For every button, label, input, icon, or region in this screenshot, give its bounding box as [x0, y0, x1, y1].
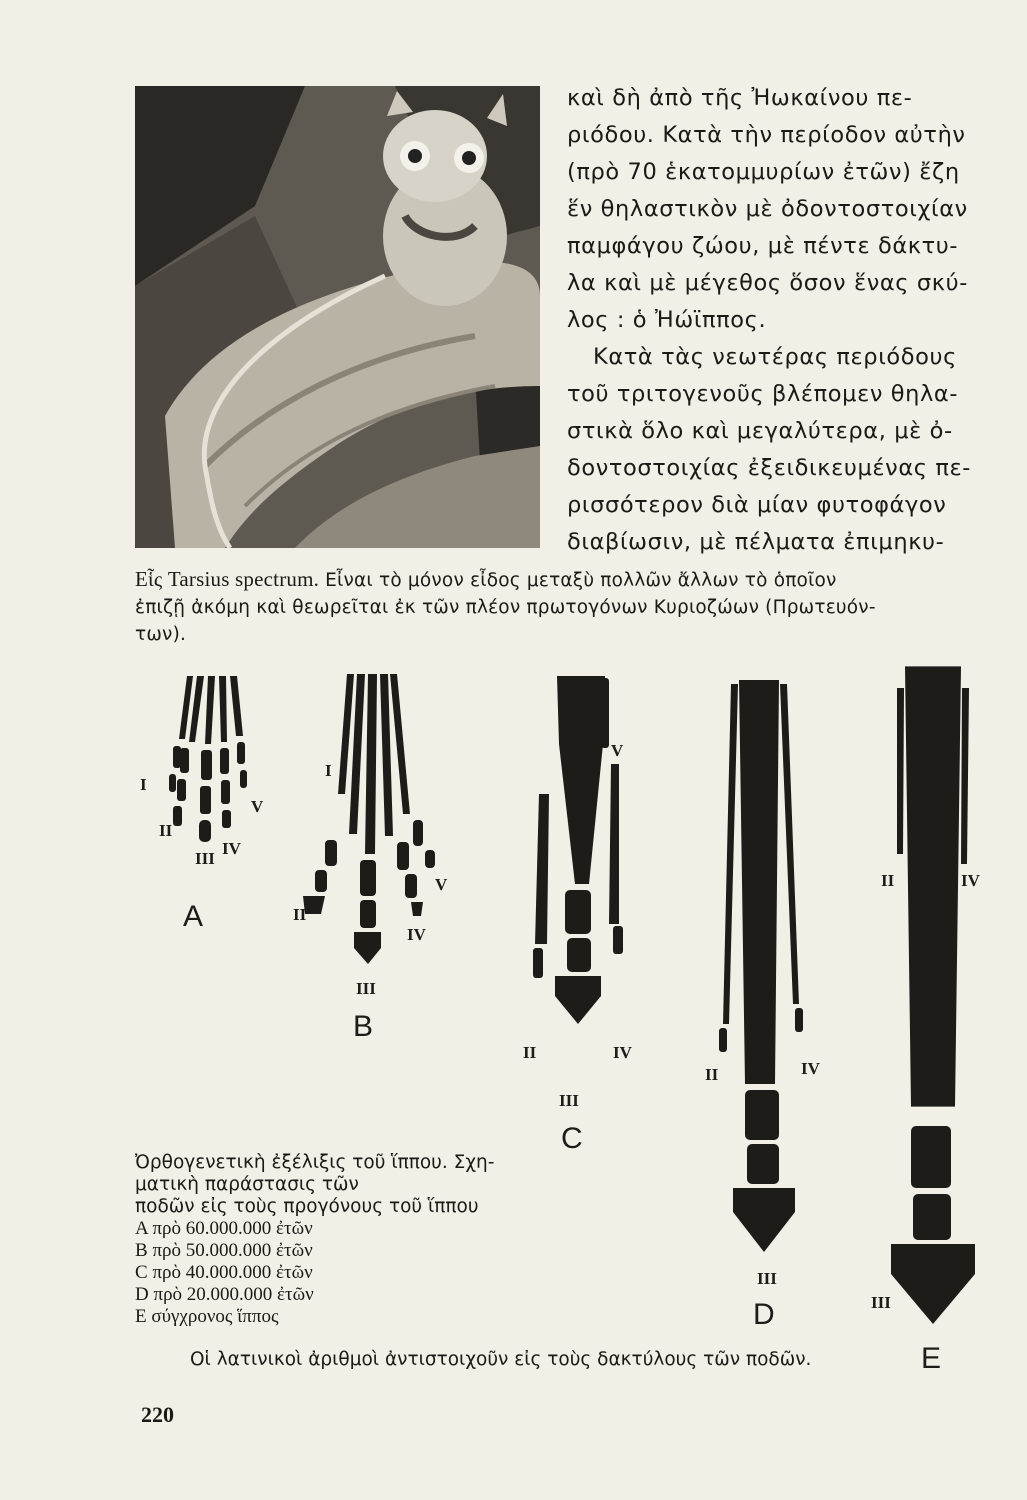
body-line: λος : ὁ Ἠώϊππος.: [567, 307, 767, 333]
digit-label: IV: [407, 925, 426, 944]
caption-line-rest: Εἶναι τὸ μόνον εἶδος μεταξὺ πολλῶν ἄλλων τὸ ὁποῖον: [319, 570, 837, 591]
figure-caption-entry: [135, 1284, 605, 1306]
entry-text: πρὸ 40.000.000 ἐτῶν: [152, 1262, 313, 1283]
entry-letter: E: [135, 1306, 147, 1327]
foot-panel-a: [140, 676, 264, 933]
body-line: (πρὸ 70 ἑκατομμυρίων ἐτῶν) ἔζη: [567, 159, 960, 185]
digit-label: I: [325, 761, 332, 780]
digit-label: III: [559, 1091, 579, 1110]
tarsier-photo: [135, 86, 540, 548]
panel-label-c: C: [561, 1122, 583, 1155]
foot-panel-d: [705, 680, 821, 1331]
body-line: διαβίωσιν, μὲ πέλματα ἐπιμηκυ-: [567, 529, 945, 555]
body-line: στικὰ ὅλο καὶ μεγαλύτερα, μὲ ὀ-: [567, 418, 953, 444]
body-line: δοντοστοιχίας ἐξειδικευμένας πε-: [567, 455, 971, 481]
body-line: παμφάγου ζώου, μὲ πέντε δάκτυ-: [567, 233, 959, 259]
digit-label: III: [195, 849, 215, 868]
body-line: λα καὶ μὲ μέγεθος ὅσον ἕνας σκύ-: [567, 270, 968, 296]
digit-label: IV: [222, 839, 241, 858]
entry-letter: A: [135, 1218, 148, 1239]
caption-prefix: Εἷς Tarsius spectrum.: [135, 567, 320, 591]
body-line: καὶ δὴ ἀπὸ τῆς Ἠωκαίνου πε-: [567, 85, 913, 111]
caption-line: ἐπιζῇ ἀκόμη καὶ θεωρεῖται ἐκ τῶν πλέον πρωτογόνων Κυριοζώων (Πρωτευόν-: [135, 597, 876, 618]
page-number: 220: [141, 1402, 174, 1427]
body-line: ρισσότερον διὰ μίαν φυτοφάγον: [567, 492, 947, 518]
foot-panel-c: [523, 676, 633, 1155]
figure-caption-entry: [135, 1240, 605, 1262]
figure-caption-title: ματικὴ παράστασις τῶν: [135, 1174, 359, 1195]
figure-caption: [135, 1152, 605, 1328]
tarsier-illustration: [135, 86, 540, 548]
body-line: ἕν θηλαστικὸν μὲ ὀδοντοστοιχίαν: [567, 196, 968, 222]
body-line: Κατὰ τὰς νεωτέρας περιόδους: [593, 344, 957, 370]
body-line: ριόδου. Κατὰ τὴν περίοδον αὐτὴν: [567, 122, 966, 148]
body-text: [567, 80, 987, 561]
figure-caption-entry: [135, 1218, 605, 1240]
panel-label-a: A: [183, 900, 204, 933]
digit-label: II: [705, 1065, 719, 1084]
digit-label: III: [757, 1269, 777, 1288]
foot-panel-e: [871, 666, 981, 1375]
body-line: τοῦ τριτογενοῦς βλέπομεν θηλα-: [567, 381, 959, 407]
figure-caption-title: Ὀρθογενετικὴ ἐξέλιξις τοῦ ἵππου. Σχη-: [135, 1152, 495, 1173]
caption-line: των).: [135, 624, 187, 645]
digit-label: V: [251, 797, 264, 816]
figure-caption-title: ποδῶν εἰς τοὺς προγόνους τοῦ ἵππου: [135, 1196, 479, 1217]
caption-line: [135, 566, 995, 594]
digit-label: II: [523, 1043, 537, 1062]
digit-label: II: [881, 871, 895, 890]
entry-text: πρὸ 50.000.000 ἐτῶν: [152, 1240, 313, 1261]
footnote: Οἱ λατινικοὶ ἀριθμοὶ ἀντιστοιχοῦν εἰς τοὺς δακτύλους τῶν ποδῶν.: [190, 1349, 812, 1370]
digit-label: V: [435, 875, 448, 894]
digit-label: III: [871, 1293, 891, 1312]
entry-text: σύγχρονος ἵππος: [151, 1306, 279, 1327]
digit-label: II: [293, 905, 307, 924]
figure-caption-entry: [135, 1306, 605, 1328]
digit-label: II: [159, 821, 173, 840]
entry-letter: C: [135, 1262, 148, 1283]
digit-label: IV: [961, 871, 980, 890]
entry-letter: B: [135, 1240, 148, 1261]
entry-text: πρὸ 20.000.000 ἐτῶν: [153, 1284, 314, 1305]
digit-label: V: [611, 741, 624, 760]
digit-label: III: [356, 979, 376, 998]
digit-label: IV: [613, 1043, 632, 1062]
photo-caption: [135, 566, 995, 648]
panel-label-d: D: [753, 1298, 775, 1331]
panel-label-b: B: [353, 1010, 374, 1043]
entry-text: πρὸ 60.000.000 ἐτῶν: [152, 1218, 313, 1239]
figure-caption-entry: [135, 1262, 605, 1284]
digit-label: IV: [801, 1059, 820, 1078]
digit-label: I: [140, 775, 147, 794]
foot-panel-b: [293, 674, 448, 1043]
entry-letter: D: [135, 1284, 149, 1305]
panel-label-e: E: [921, 1342, 942, 1375]
